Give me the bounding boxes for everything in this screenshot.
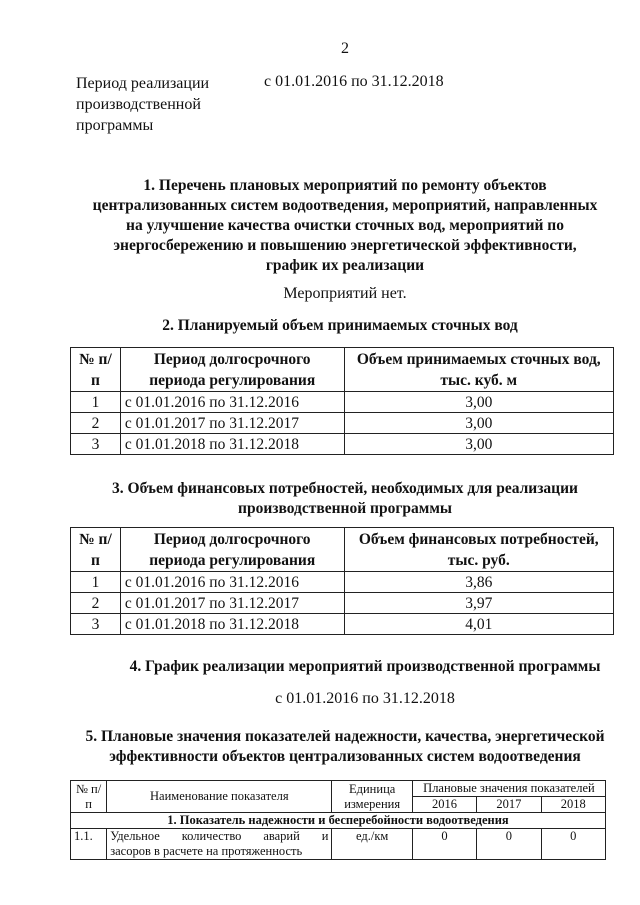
header-year: 2018 xyxy=(541,797,605,813)
table-row xyxy=(71,614,614,635)
indicators-table xyxy=(70,780,606,860)
section-4-period: с 01.01.2016 по 31.12.2018 xyxy=(275,690,455,707)
row-value: 3,00 xyxy=(344,434,613,455)
wastewater-volume-table xyxy=(70,347,614,455)
section-2-title: 2. Планируемый объем принимаемых сточных вод xyxy=(162,317,518,334)
row-num: 1.1. xyxy=(71,829,107,860)
period-label: Период реализации производственной программы xyxy=(76,75,210,134)
row-value: 0 xyxy=(541,829,605,860)
table-row xyxy=(71,593,614,614)
row-num: 3 xyxy=(71,614,121,635)
header-num: № п/п xyxy=(71,348,121,392)
header-plan-values: Плановые значения показателей xyxy=(412,781,605,797)
header-num: № п/п xyxy=(71,528,121,572)
header-year: 2016 xyxy=(412,797,476,813)
header-amount: Объем финансовых потребностей, тыс. руб. xyxy=(344,528,613,572)
section-1-note: Мероприятий нет. xyxy=(283,285,407,302)
row-value: 3,00 xyxy=(344,392,613,413)
subsection-title: 1. Показатель надежности и бесперебойности водоотведения xyxy=(71,813,606,829)
row-value: 0 xyxy=(477,829,541,860)
row-num: 1 xyxy=(71,572,121,593)
header-year: 2017 xyxy=(477,797,541,813)
period-value: с 01.01.2016 по 31.12.2018 xyxy=(264,73,444,90)
row-name-line: Удельное количество аварий и xyxy=(110,829,329,843)
row-period: с 01.01.2018 по 31.12.2018 xyxy=(120,434,344,455)
header-unit: Единица измерения xyxy=(332,781,412,813)
financial-needs-table xyxy=(70,527,614,635)
table-row xyxy=(71,392,614,413)
table-header-row xyxy=(71,781,606,797)
section-1-title: 1. Перечень плановых мероприятий по ремонту объектов централизованных систем водоотведения, мероприятий, направленных на улучшение качества очистки сточных вод, мероприятий по энергосбережению и повышению энергетической эффективности, график их реализации xyxy=(92,177,598,274)
row-value: 0 xyxy=(412,829,476,860)
subsection-row xyxy=(71,813,606,829)
row-period: с 01.01.2018 по 31.12.2018 xyxy=(120,614,344,635)
table-row xyxy=(71,434,614,455)
row-value: 4,01 xyxy=(344,614,613,635)
row-value: 3,00 xyxy=(344,413,613,434)
row-period: с 01.01.2016 по 31.12.2016 xyxy=(120,572,344,593)
row-period: с 01.01.2016 по 31.12.2016 xyxy=(120,392,344,413)
section-4-title: 4. График реализации мероприятий производственной программы xyxy=(129,658,601,675)
row-period: с 01.01.2017 по 31.12.2017 xyxy=(120,593,344,614)
header-num: № п/п xyxy=(71,781,107,813)
section-3-title: 3. Объем финансовых потребностей, необходимых для реализации производственной программы xyxy=(112,480,578,517)
table-row xyxy=(71,829,606,860)
row-num: 3 xyxy=(71,434,121,455)
header-name: Наименование показателя xyxy=(107,781,332,813)
row-num: 1 xyxy=(71,392,121,413)
row-unit: ед./км xyxy=(332,829,412,860)
page-number: 2 xyxy=(341,40,349,57)
row-value: 3,86 xyxy=(344,572,613,593)
table-header-row xyxy=(71,348,614,392)
row-num: 2 xyxy=(71,413,121,434)
header-volume: Объем принимаемых сточных вод, тыс. куб. м xyxy=(344,348,613,392)
row-num: 2 xyxy=(71,593,121,614)
row-period: с 01.01.2017 по 31.12.2017 xyxy=(120,413,344,434)
section-5-title: 5. Плановые значения показателей надежности, качества, энергетической эффективности объектов централизованных систем водоотведения xyxy=(85,728,605,765)
row-name xyxy=(107,829,332,860)
table-row xyxy=(71,413,614,434)
row-value: 3,97 xyxy=(344,593,613,614)
table-row xyxy=(71,572,614,593)
table-header-row xyxy=(71,528,614,572)
row-name-line: засоров в расчете на протяженность xyxy=(110,844,303,858)
header-period: Период долгосрочного периода регулирования xyxy=(120,528,344,572)
header-period: Период долгосрочного периода регулирования xyxy=(120,348,344,392)
